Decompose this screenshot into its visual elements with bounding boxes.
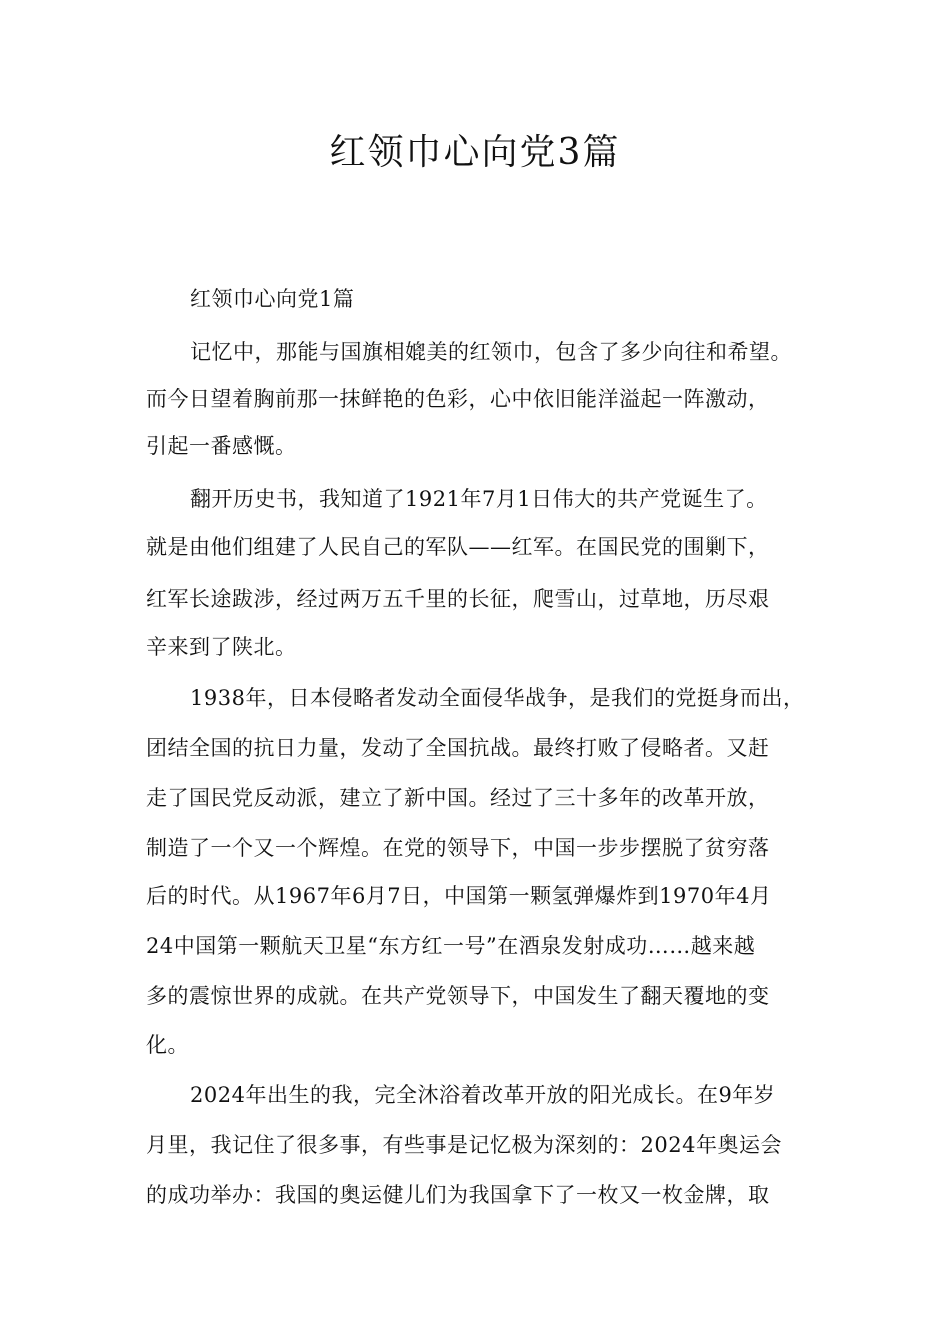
- paragraph-4-line-1: 2024年出生的我，完全沐浴着改革开放的阳光成长。在9年岁: [190, 1083, 776, 1107]
- paragraph-1-line-1: 记忆中，那能与国旗相媲美的红领巾，包含了多少向往和希望。: [190, 340, 792, 364]
- paragraph-2-line-1: 翻开历史书，我知道了1921年7月1日伟大的共产党诞生了。: [190, 487, 768, 511]
- paragraph-3-line-8: 化。: [146, 1033, 189, 1057]
- paragraph-3-line-6: 24中国第一颗航天卫星“东方红一号”在酒泉发射成功……越来越: [146, 934, 756, 958]
- paragraph-3-line-5: 后的时代。从1967年6月7日，中国第一颗氢弹爆炸到1970年4月: [146, 884, 772, 908]
- paragraph-1-line-2: 而今日望着胸前那一抹鲜艳的色彩，心中依旧能洋溢起一阵激动，: [146, 387, 770, 411]
- paragraph-2-line-4: 辛来到了陕北。: [146, 635, 297, 659]
- paragraph-3-line-3: 走了国民党反动派，建立了新中国。经过了三十多年的改革开放，: [146, 786, 770, 810]
- paragraph-4-line-3: 的成功举办：我国的奥运健儿们为我国拿下了一枚又一枚金牌，取: [146, 1183, 770, 1207]
- paragraph-3-line-2: 团结全国的抗日力量，发动了全国抗战。最终打败了侵略者。又赶: [146, 736, 770, 760]
- paragraph-2-line-2: 就是由他们组建了人民自己的军队——红军。在国民党的围剿下，: [146, 535, 770, 559]
- paragraph-1-line-3: 引起一番感慨。: [146, 434, 297, 458]
- section-heading: 红领巾心向党1篇: [190, 287, 355, 311]
- paragraph-2-line-3: 红军长途跋涉，经过两万五千里的长征，爬雪山，过草地，历尽艰: [146, 587, 770, 611]
- paragraph-3-line-7: 多的震惊世界的成就。在共产党领导下，中国发生了翻天覆地的变: [146, 984, 770, 1008]
- paragraph-4-line-2: 月里，我记住了很多事，有些事是记忆极为深刻的：2024年奥运会: [146, 1133, 782, 1157]
- paragraph-3-line-1: 1938年，日本侵略者发动全面侵华战争，是我们的党挺身而出，: [190, 686, 805, 710]
- paragraph-3-line-4: 制造了一个又一个辉煌。在党的领导下，中国一步步摆脱了贫穷落: [146, 836, 770, 860]
- document-title: 红领巾心向党3篇: [329, 132, 621, 173]
